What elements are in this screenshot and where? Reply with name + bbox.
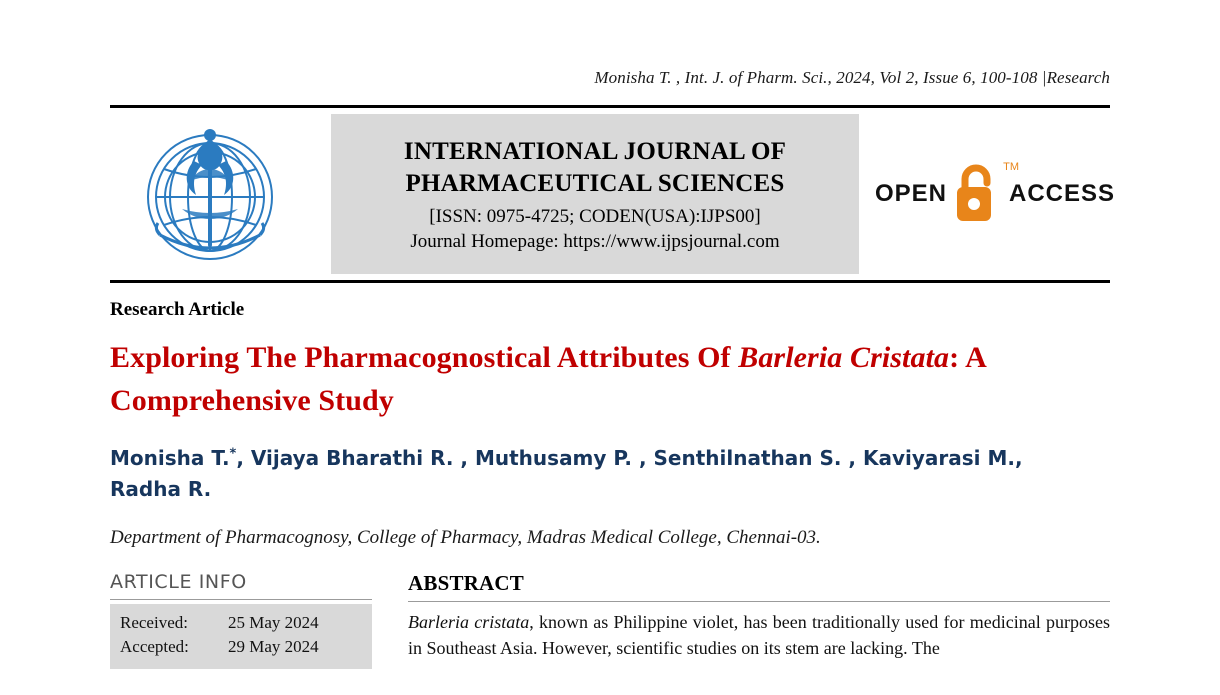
journal-issn: [ISSN: 0975-4725; CODEN(USA):IJPS00] xyxy=(429,205,761,227)
corresponding-author-marker: * xyxy=(229,446,237,462)
author-first: Monisha T. xyxy=(110,445,230,470)
open-access-label-right: ACCESS xyxy=(1009,180,1116,207)
title-part-2: : A Comprehensive Study xyxy=(110,341,986,417)
article-info-value: 25 May 2024 xyxy=(228,612,319,632)
article-info-value: 29 May 2024 xyxy=(228,637,319,656)
open-lock-icon xyxy=(951,161,1019,225)
author-line-2: Radha R. xyxy=(110,476,212,501)
table-row xyxy=(120,611,362,635)
article-info-box xyxy=(110,604,372,669)
journal-logo xyxy=(110,117,310,272)
abstract-text xyxy=(408,609,1110,662)
article-info-label: Accepted: xyxy=(120,637,189,656)
journal-emblem-icon xyxy=(120,117,300,272)
open-access-badge xyxy=(874,161,1116,225)
article-info-column xyxy=(110,571,372,669)
running-head: Monisha T. , Int. J. of Pharm. Sci., 2024, Vol 2, Issue 6, 100-108 |Research xyxy=(594,68,1110,87)
abstract-column xyxy=(372,571,1110,669)
article-info-label: Received: xyxy=(120,612,188,632)
abstract-body-text: , known as Philippine violet, has been traditionally used for medicinal purposes in Southeast Asia. However, scientific studies on its stem are lacking. The xyxy=(408,611,1111,659)
masthead xyxy=(110,108,1116,283)
abstract-section xyxy=(110,571,1110,669)
author-rest: , Vijaya Bharathi R. , Muthusamy P. , Senthilnathan S. , Kaviyarasi M., xyxy=(236,445,1023,470)
open-access-label-left: OPEN xyxy=(874,180,947,207)
abstract-heading: ABSTRACT xyxy=(408,571,1110,602)
abstract-species: Barleria cristata xyxy=(408,611,530,632)
affiliation: Department of Pharmacognosy, College of Pharmacy, Madras Medical College, Chennai-03. xyxy=(110,526,821,548)
article-info-heading: ARTICLE INFO xyxy=(110,571,372,600)
journal-homepage: Journal Homepage: https://www.ijpsjournal.com xyxy=(410,230,780,252)
title-species: Barleria Cristata xyxy=(738,341,950,374)
article-type-label: Research Article xyxy=(110,299,245,320)
journal-title-box xyxy=(331,114,859,274)
journal-title-line2: PHARMACEUTICAL SCIENCES xyxy=(405,169,785,197)
journal-title-line1: INTERNATIONAL JOURNAL OF xyxy=(403,137,787,165)
trademark-label: TM xyxy=(1003,161,1019,173)
title-part-1: Exploring The Pharmacognostical Attributes Of xyxy=(110,341,739,374)
author-list xyxy=(110,443,1110,505)
page-title xyxy=(110,337,1110,423)
table-row xyxy=(120,635,362,659)
